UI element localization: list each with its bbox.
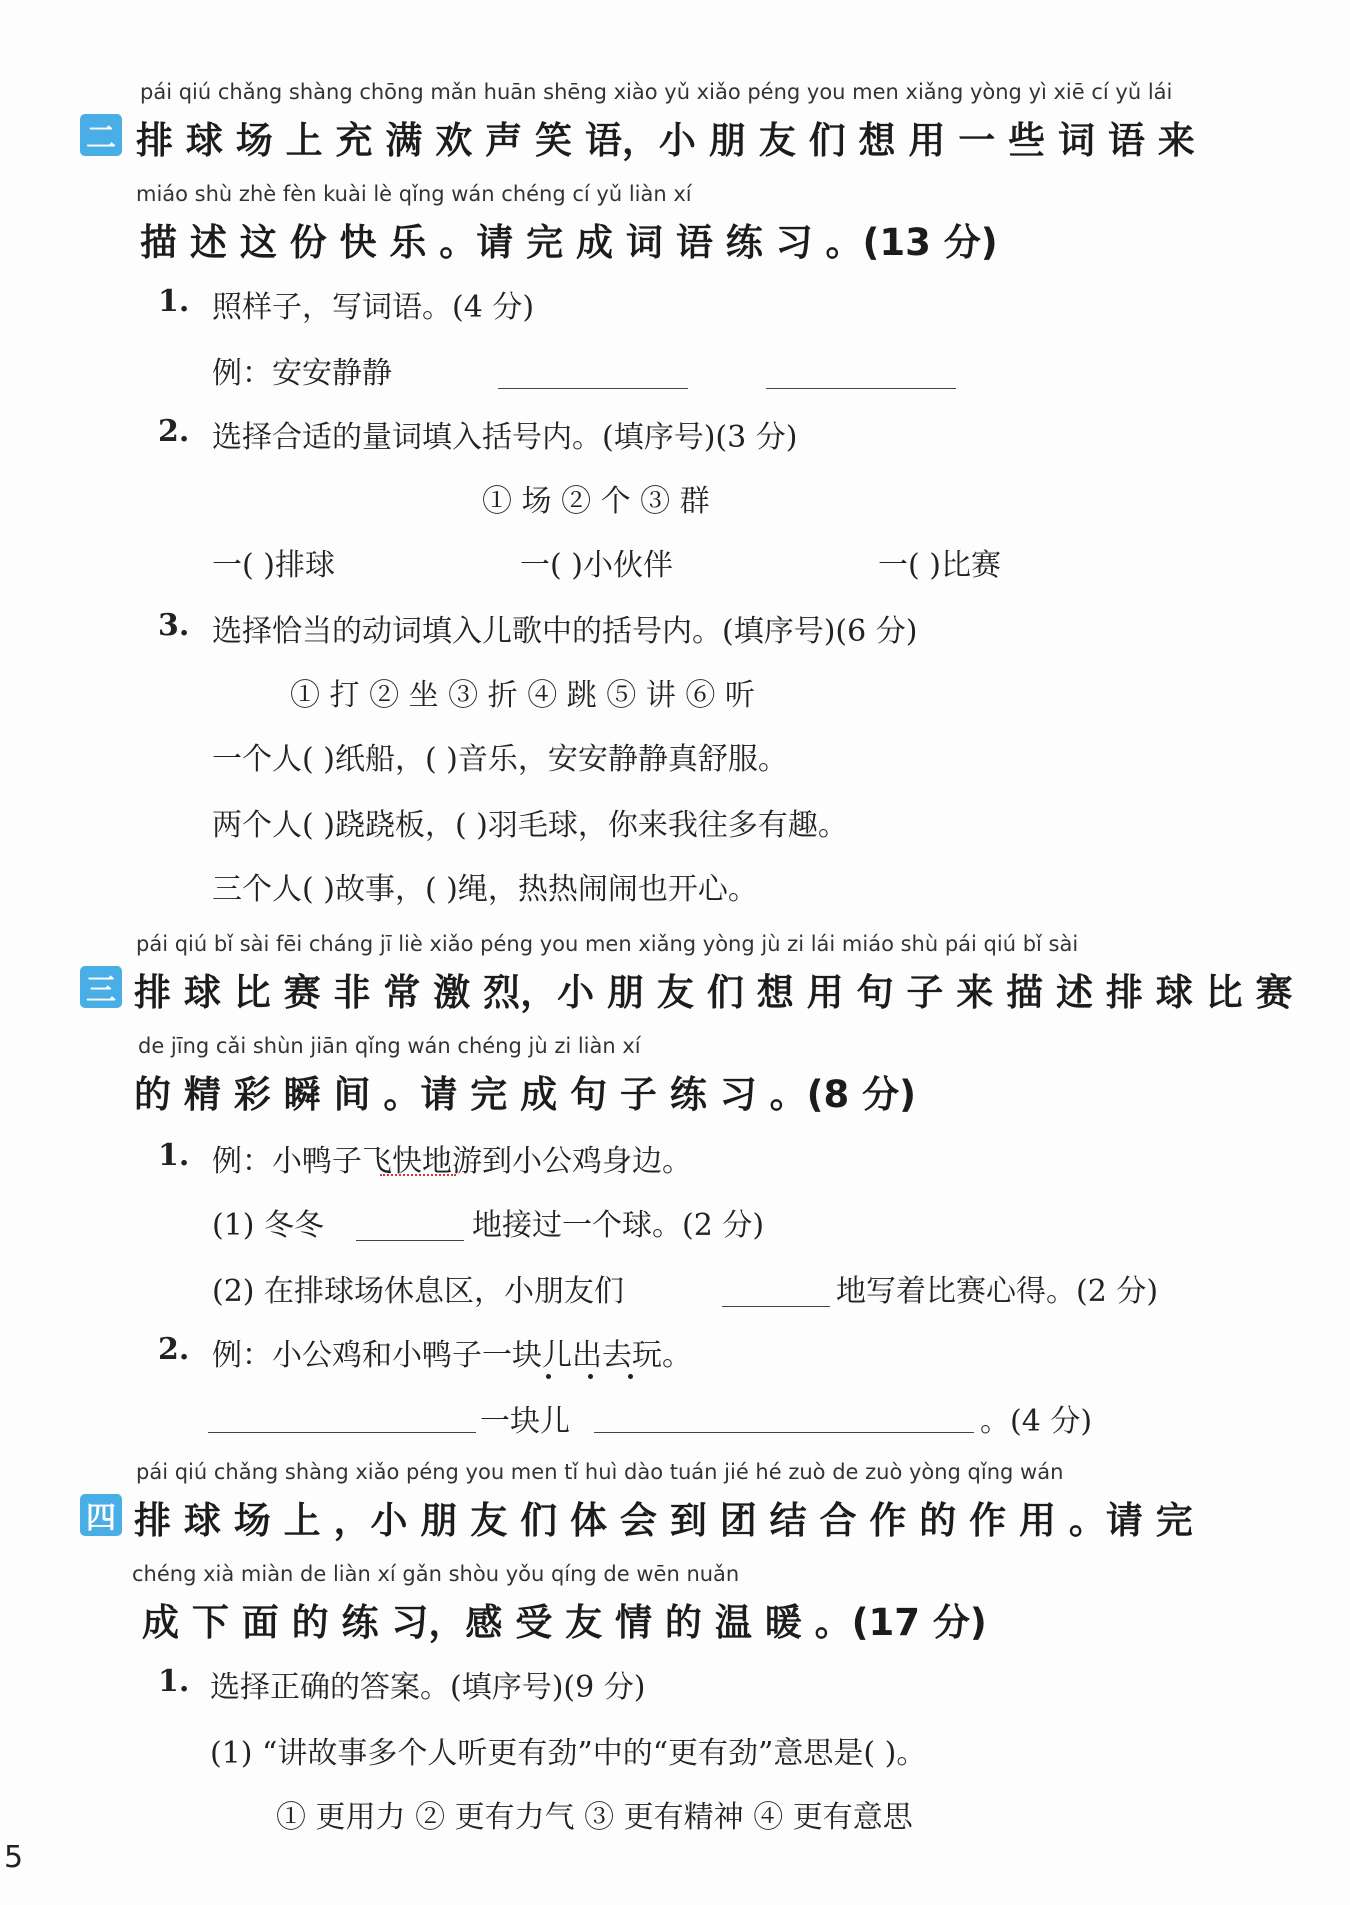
answer-blank[interactable] [356, 1240, 464, 1241]
example-text: 例：小鸭子飞快地游到小公鸡身边。 [212, 1144, 692, 1179]
section-four-heading-line2: 成 下 面 的 练 习，感 受 友 情 的 温 暖 。(17 分) [142, 1601, 987, 1644]
pinyin-line: pái qiú chǎng shàng xiǎo péng you men tǐ huì dào tuán jié hé zuò de zuò yòng qǐng wán [136, 1460, 1064, 1484]
answer-blank[interactable] [208, 1432, 476, 1433]
question-number: 1. [158, 284, 190, 319]
section-three-icon: 三 [80, 966, 122, 1008]
question-text: 照样子，写词语。(4 分) [212, 290, 535, 325]
question-text: (2) 在排球场休息区，小朋友们 [212, 1274, 625, 1309]
emphasis-dot [546, 1374, 551, 1379]
section-four-icon: 四 [80, 1494, 122, 1536]
rhyme-line: 两个人( )跷跷板，( )羽毛球，你来我往多有趣。 [212, 808, 848, 843]
emphasis-dot [588, 1374, 593, 1379]
question-text: 选择恰当的动词填入儿歌中的括号内。(填序号)(6 分) [212, 614, 918, 649]
fill-item: 一块儿 [480, 1404, 570, 1439]
question-text: (1) “讲故事多个人听更有劲”中的“更有劲”意思是( )。 [210, 1736, 927, 1771]
section-three-heading-line2: 的 精 彩 瞬 间 。请 完 成 句 子 练 习 。(8 分) [134, 1073, 917, 1116]
question-number: 2. [158, 1332, 190, 1367]
answer-blank[interactable] [722, 1306, 830, 1307]
pinyin-line: pái qiú bǐ sài fēi cháng jī liè xiǎo péng you men xiǎng yòng jù zi lái miáo shù pái qiú bǐ sài [136, 932, 1079, 956]
question-number: 2. [158, 414, 190, 449]
question-number: 1. [158, 1138, 190, 1173]
answer-blank[interactable] [498, 388, 688, 389]
page-number: 5 [4, 1840, 24, 1875]
options-text: ① 更用力 ② 更有力气 ③ 更有精神 ④ 更有意思 [276, 1800, 913, 1835]
pinyin-line: pái qiú chǎng shàng chōng mǎn huān shēng xiào yǔ xiǎo péng you men xiǎng yòng yì xiē cí yǔ lái [140, 80, 1173, 104]
section-four-heading-line1: 排 球 场 上 ，小 朋 友 们 体 会 到 团 结 合 作 的 作 用 。请 完 [134, 1499, 1193, 1542]
options-text: ① 打 ② 坐 ③ 折 ④ 跳 ⑤ 讲 ⑥ 听 [290, 678, 755, 713]
rhyme-line: 一个人( )纸船，( )音乐，安安静静真舒服。 [212, 742, 788, 777]
fill-item: 一( )小伙伴 [520, 548, 673, 583]
example-text: 例：小公鸡和小鸭子一块儿出去玩。 [212, 1338, 692, 1373]
question-text: 地写着比赛心得。(2 分) [836, 1274, 1159, 1309]
section-two-heading-line2: 描 述 这 份 快 乐 。请 完 成 词 语 练 习 。(13 分) [140, 221, 998, 264]
rhyme-line: 三个人( )故事，( )绳，热热闹闹也开心。 [212, 872, 758, 907]
question-number: 1. [158, 1664, 190, 1699]
example-text: 例：安安静静 [212, 356, 392, 391]
pinyin-line: de jīng cǎi shùn jiān qǐng wán chéng jù zi liàn xí [138, 1034, 641, 1058]
section-three-heading-line1: 排 球 比 赛 非 常 激 烈，小 朋 友 们 想 用 句 子 来 描 述 排 球 比 赛 [134, 971, 1293, 1014]
fill-item: 。(4 分) [980, 1404, 1093, 1439]
answer-blank[interactable] [766, 388, 956, 389]
answer-blank[interactable] [594, 1432, 974, 1433]
pinyin-line: chéng xià miàn de liàn xí gǎn shòu yǒu qíng de wēn nuǎn [132, 1562, 740, 1586]
question-text: 选择正确的答案。(填序号)(9 分) [210, 1670, 646, 1705]
emphasis-dot [628, 1374, 633, 1379]
pinyin-line: miáo shù zhè fèn kuài lè qǐng wán chéng cí yǔ liàn xí [136, 182, 692, 206]
section-two-icon: 二 [80, 114, 122, 156]
question-text: (1) 冬冬 [212, 1208, 325, 1243]
question-text: 地接过一个球。(2 分) [472, 1208, 765, 1243]
fill-item: 一( )排球 [212, 548, 335, 583]
fill-item: 一( )比赛 [878, 548, 1001, 583]
options-text: ① 场 ② 个 ③ 群 [482, 484, 710, 519]
question-number: 3. [158, 608, 190, 643]
underline-mark [380, 1170, 456, 1176]
question-text: 选择合适的量词填入括号内。(填序号)(3 分) [212, 420, 798, 455]
section-two-heading-line1: 排 球 场 上 充 满 欢 声 笑 语，小 朋 友 们 想 用 一 些 词 语 来 [136, 119, 1195, 162]
